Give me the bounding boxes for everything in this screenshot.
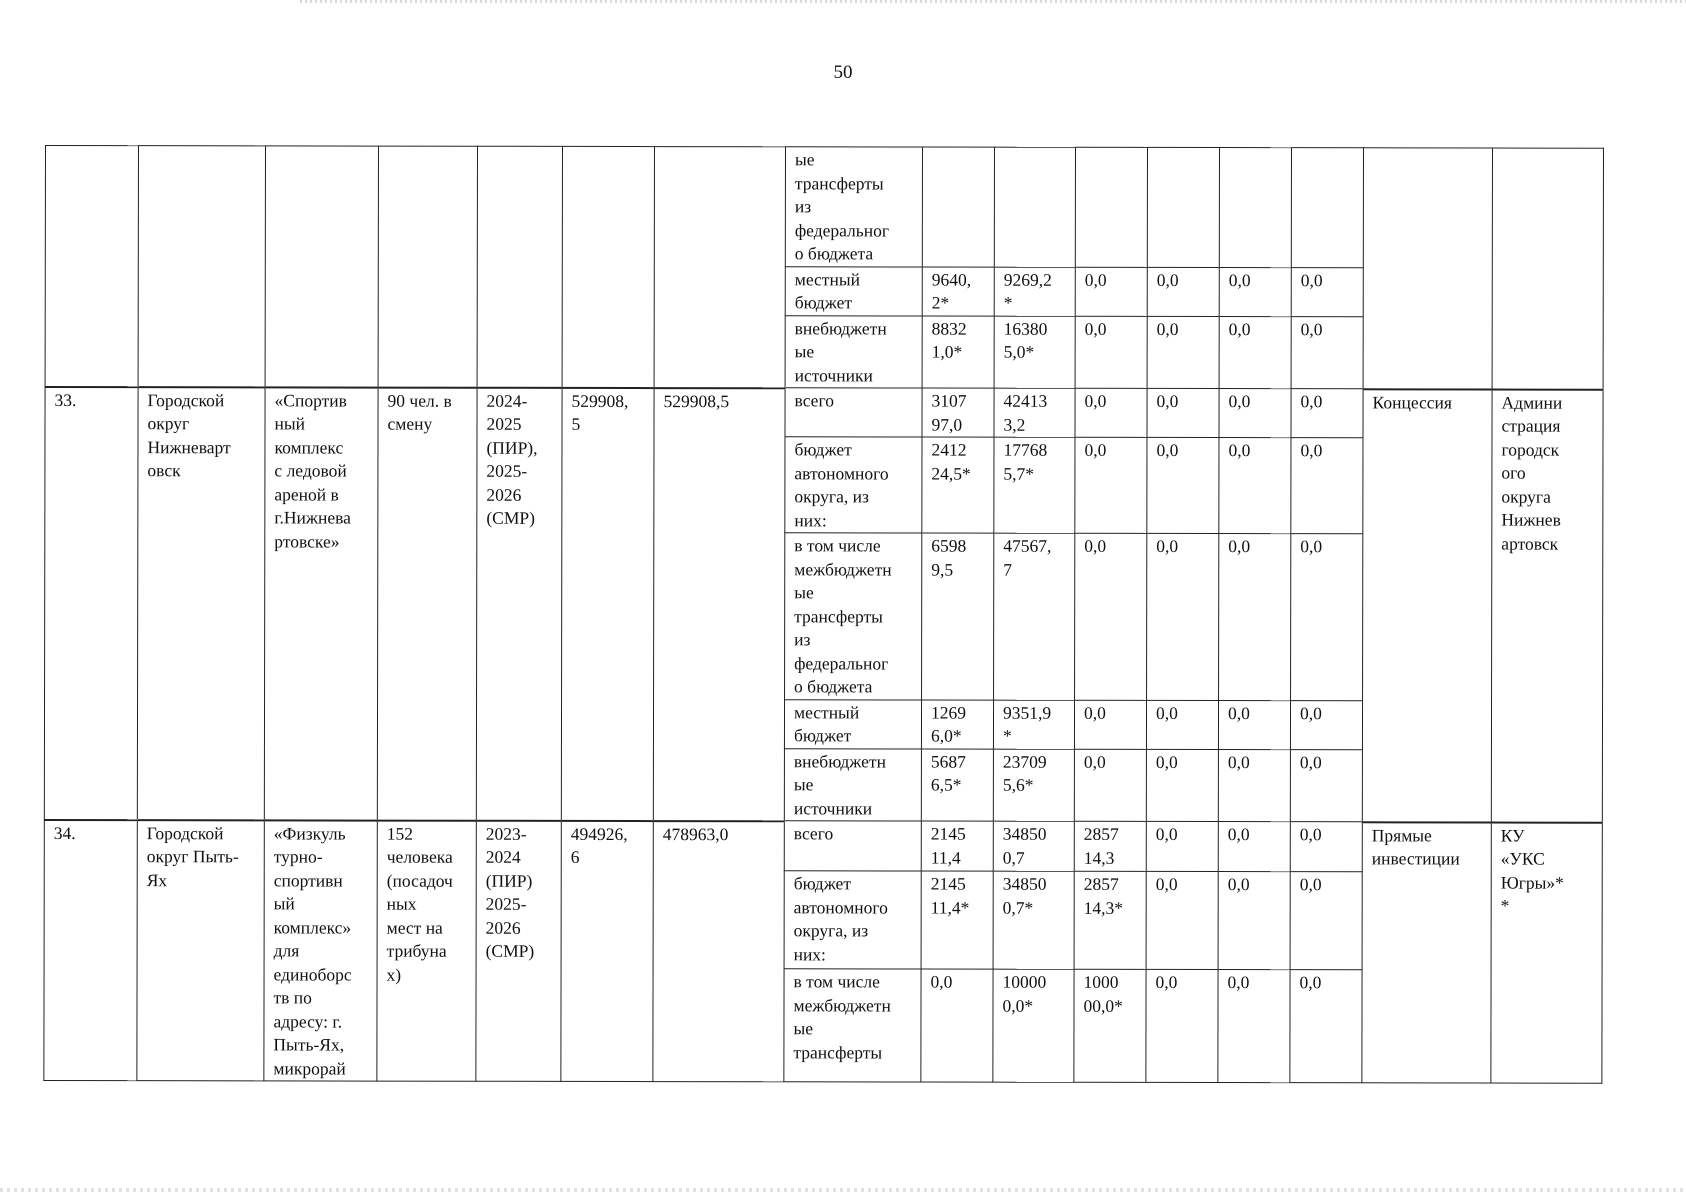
implementation-period: 2024- 2025 (ПИР), 2025- 2026 (СМР) [476, 387, 562, 820]
customer: Админи страция городск ого округа Нижнев артовск [1491, 389, 1603, 822]
funding-value-year-5: 0,0 [1219, 267, 1291, 316]
funding-source-label: всего [785, 388, 922, 437]
investment-projects-table [43, 145, 1604, 1084]
funding-value-year-5 [1219, 148, 1291, 268]
funding-value-year-6: 0,0 [1290, 700, 1362, 749]
project-name: «Физкуль турно- спортивн ый комплекс» для единоборс тв по адресу: г. Пыть-Ях, микрорай [264, 820, 377, 1081]
funding-value-year-3: 2857 14,3* [1074, 871, 1146, 969]
funding-source-label: бюджет автономного округа, из них: [785, 437, 922, 533]
funding-value-year-4: 0,0 [1147, 388, 1219, 437]
funding-value-year-2: 17768 5,7* [994, 437, 1075, 533]
funding-value-year-1: 1269 6,0* [921, 700, 993, 749]
funding-value-year-2: 9351,9 * [993, 700, 1074, 749]
funding-value-year-2: 42413 3,2 [994, 388, 1075, 437]
implementation-period: 2023- 2024 (ПИР) 2025- 2026 (СМР) [476, 820, 561, 1081]
funding-value-year-1: 5687 6,5* [921, 749, 993, 822]
funding-source-label: всего [784, 821, 921, 871]
funding-value-year-3: 2857 14,3 [1074, 821, 1146, 871]
funding-value-year-4: 0,0 [1147, 267, 1219, 316]
table-row [45, 146, 1603, 268]
funding-value-year-4: 0,0 [1147, 316, 1219, 389]
funding-value-year-1: 2145 11,4 [921, 821, 993, 871]
funding-value-year-6: 0,0 [1291, 534, 1363, 701]
scan-edge-bottom [0, 1188, 1686, 1192]
funding-value-year-1: 2145 11,4* [921, 871, 993, 969]
project-number: 34. [44, 819, 137, 1080]
funding-value-year-6: 0,0 [1291, 389, 1363, 438]
funding-value-year-1: 3107 97,0 [922, 388, 994, 437]
funding-value-year-1: 9640, 2* [922, 267, 994, 316]
funding-value-year-5: 0,0 [1219, 534, 1291, 701]
funding-value-year-1: 8832 1,0* [922, 316, 994, 389]
project-number [45, 146, 138, 387]
cost-total [562, 146, 654, 387]
customer [1492, 148, 1603, 389]
customer: КУ «УКС Югры»* * [1491, 822, 1602, 1083]
funding-value-year-6: 0,0 [1291, 316, 1363, 389]
funding-source-label: местный бюджет [785, 266, 922, 315]
funding-value-year-6: 0,0 [1291, 438, 1363, 534]
funding-value-year-2: 10000 0,0* [993, 970, 1074, 1083]
funding-source-label: в том числе межбюджетн ые трансферты из федеральног о бюджета [785, 533, 922, 700]
funding-source-label: ые трансферты из федеральног о бюджета [785, 147, 922, 267]
funding-value-year-2 [994, 147, 1075, 267]
funding-source-label: внебюджетн ые источники [784, 748, 921, 821]
funding-value-year-4: 0,0 [1146, 700, 1218, 749]
funding-value-year-2: 34850 0,7* [993, 871, 1074, 969]
funding-value-year-3: 0,0 [1075, 437, 1147, 533]
implementation-mechanism [1363, 148, 1492, 389]
scan-edge-top [300, 0, 1686, 3]
funding-value-year-5: 0,0 [1219, 389, 1291, 438]
implementation-mechanism: Концессия [1362, 389, 1492, 822]
project-name: «Спортив ный комплекс с ледовой ареной в г.Нижнева ртовске» [264, 387, 378, 820]
funding-value-year-3: 0,0 [1074, 749, 1146, 822]
funding-value-year-3: 0,0 [1075, 533, 1147, 700]
funding-value-year-6: 0,0 [1290, 822, 1362, 872]
capacity [378, 146, 477, 387]
funding-value-year-1 [922, 147, 994, 267]
funding-value-year-6 [1291, 148, 1363, 268]
funding-value-year-2: 47567, 7 [994, 533, 1075, 700]
implementation-mechanism: Прямые инвестиции [1362, 822, 1491, 1083]
funding-value-year-2: 23709 5,6* [993, 749, 1074, 822]
funding-value-year-3 [1075, 147, 1147, 267]
funding-value-year-5: 0,0 [1219, 316, 1291, 389]
project-number: 33. [44, 387, 138, 820]
project-name [265, 146, 378, 387]
funding-value-year-2: 34850 0,7 [993, 821, 1074, 871]
funding-value-year-4: 0,0 [1146, 749, 1218, 822]
capacity: 152 человека (посадоч ных мест на трибуна х) [377, 820, 476, 1081]
cost-remaining [654, 147, 785, 388]
municipality [138, 146, 265, 387]
funding-value-year-5: 0,0 [1218, 872, 1290, 970]
capacity: 90 чел. в смену [377, 387, 477, 820]
funding-value-year-5: 0,0 [1218, 749, 1290, 822]
funding-value-year-5: 0,0 [1218, 822, 1290, 872]
table-row [45, 387, 1603, 439]
funding-value-year-5: 0,0 [1219, 438, 1291, 534]
funding-value-year-4: 0,0 [1146, 872, 1218, 970]
funding-value-year-3: 0,0 [1075, 316, 1147, 389]
funding-source-label: внебюджетн ые источники [785, 315, 922, 388]
funding-value-year-6: 0,0 [1291, 267, 1363, 316]
cost-remaining: 529908,5 [653, 388, 785, 821]
cost-total: 494926, 6 [561, 820, 653, 1081]
funding-value-year-1: 6598 9,5 [922, 533, 994, 700]
funding-value-year-4: 0,0 [1146, 821, 1218, 871]
funding-value-year-3: 0,0 [1074, 700, 1146, 749]
funding-value-year-3: 0,0 [1075, 267, 1147, 316]
funding-source-label: в том числе межбюджетн ые трансферты [784, 969, 921, 1082]
funding-source-label: бюджет автономного округа, из них: [784, 871, 921, 969]
funding-value-year-3: 0,0 [1075, 388, 1147, 437]
funding-value-year-5: 0,0 [1218, 970, 1290, 1083]
funding-value-year-1: 0,0 [921, 969, 993, 1082]
funding-value-year-6: 0,0 [1290, 872, 1362, 970]
funding-value-year-2: 9269,2 * [994, 267, 1075, 316]
funding-value-year-4: 0,0 [1147, 437, 1219, 533]
funding-value-year-6: 0,0 [1290, 749, 1362, 822]
implementation-period [477, 146, 562, 387]
funding-value-year-4: 0,0 [1146, 970, 1218, 1083]
funding-value-year-2: 16380 5,0* [994, 316, 1075, 389]
table-wrapper [43, 145, 1604, 1084]
municipality: Городской округ Нижневарт овск [137, 387, 265, 820]
page-number: 50 [833, 62, 853, 83]
cost-remaining: 478963,0 [653, 821, 784, 1082]
funding-value-year-6: 0,0 [1290, 970, 1362, 1083]
funding-value-year-5: 0,0 [1218, 700, 1290, 749]
funding-value-year-1: 2412 24,5* [922, 437, 994, 533]
funding-value-year-3: 1000 00,0* [1074, 970, 1146, 1083]
municipality: Городской округ Пыть- Ях [137, 820, 264, 1081]
table-row [44, 819, 1602, 872]
funding-value-year-4 [1147, 147, 1219, 267]
funding-value-year-4: 0,0 [1147, 533, 1219, 700]
cost-total: 529908, 5 [561, 387, 654, 820]
funding-source-label: местный бюджет [784, 699, 921, 748]
